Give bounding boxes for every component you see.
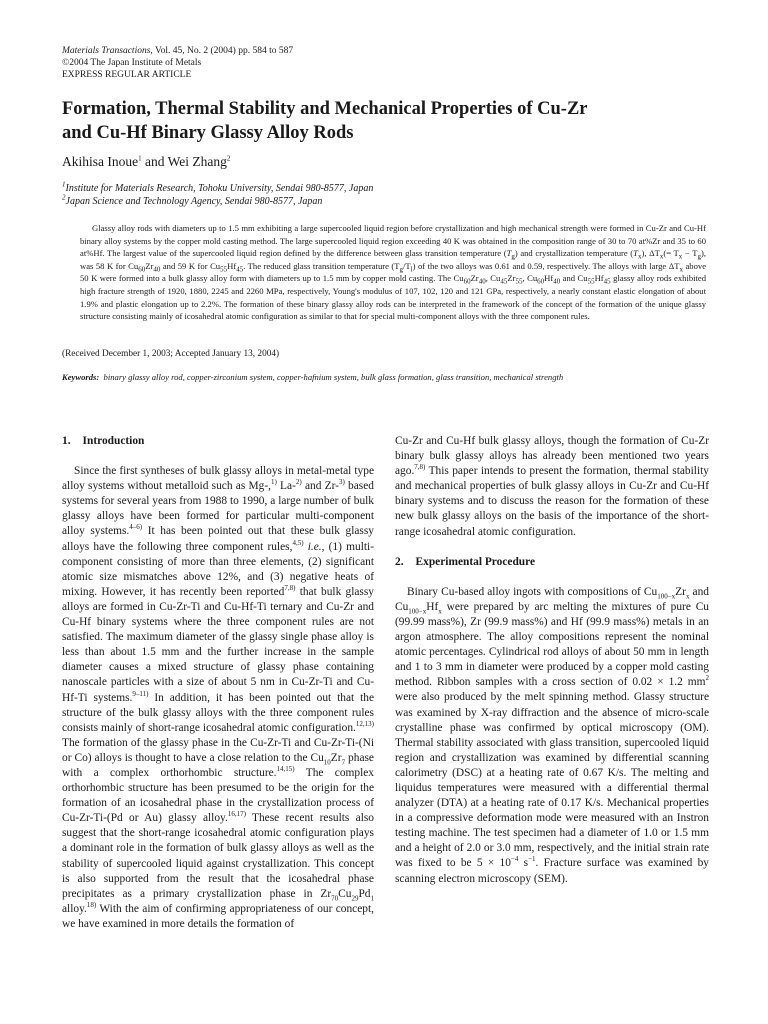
- copyright-line: ©2004 The Japan Institute of Metals: [62, 58, 202, 68]
- article-type: EXPRESS REGULAR ARTICLE: [62, 70, 192, 80]
- experimental-paragraph: Binary Cu-based alloy ingots with compositions of $Cu_{100-x}Zr_x$ and $Cu_{100-x}Hf_x$ were prepared by arc melting the mixtures of pure Cu (99.99 mass%), Zr (99.9 mass%) and Hf (99.9 mass%) metals in an argon atmosphere. The alloy compositions represent the nominal atomic percentages. Cylindrical rod alloys of about 50 mm in length and 1 to 3 mm in diameter were produced by a copper mold casting method. Ribbon samples with a cross section of 0.02 × 1.2 $mm^2$ were also produced by the melt spinning method. Glassy structure was examined by X-ray diffraction and the absence of micro-scale crystalline phase was confirmed by optical microscopy (OM). Thermal stability associated with glass transition, supercooled liquid region and crystallization was examined by differential scanning calorimetry (DSC) at a heating rate of 0.67 K/s. The melting and liquidus temperatures were measured with a differential thermal analyzer (DTA) at a heating rate of 0.17 K/s. Mechanical properties in a compressive deformation mode were measured with an Instron testing machine. The test specimen had a diameter of 1.0 or 1.5 mm and a height of 2.0 or 3.0 mm, respectively, and the initial strain rate was fixed to be $5 \times 10^{-4}$ $s^{-1}$. Fracture surface was examined by scanning electron microscopy (SEM).: [395, 585, 710, 885]
- paper-title: Formation, Thermal Stability and Mechanical Properties of Cu-Zr and Cu-Hf Binary Glassy Alloy Rods: [62, 99, 588, 143]
- left-column: [62, 434, 374, 932]
- journal-name: Materials Transactions: [62, 46, 151, 56]
- affiliation-1: $^1$Institute for Materials Research, Tohoku University, Sendai 980-8577, Japan: [62, 180, 374, 194]
- affiliation-2: $^2$Japan Science and Technology Agency, Sendai 980-8577, Japan: [62, 193, 323, 207]
- affiliations: [62, 182, 373, 208]
- journal-header: [62, 45, 293, 81]
- intro-paragraph-1-continued: Cu-Zr and Cu-Hf bulk glassy alloys, though the formation of Cu-Zr binary bulk glassy alloys has already been mentioned two years ago.$^{7,8)}$ This paper intends to present the formation, thermal stability and mechanical properties of bulk glassy alloys in Cu-Zr and Cu-Hf binary systems and to discuss the reason for the formation of these new bulk glassy alloys on the basis of the importance of the short-range icosahedral atomic configuration.: [395, 435, 709, 538]
- author-inoue: Akihisa Inoue: [62, 154, 139, 169]
- keywords: [62, 371, 722, 384]
- author-list: Akihisa Inoue$^1$ and Wei Zhang$^2$: [62, 154, 231, 169]
- journal-citation: Materials Transactions, Vol. 45, No. 2 (2004) pp. 584 to 587: [62, 46, 294, 56]
- abstract: Glassy alloy rods with diameters up to 1.5 mm exhibiting a large supercooled liquid region before crystallization and high mechanical strength were formed in Cu-Zr and Cu-Hf binary alloy systems by the copper mold casting method. The large supercooled liquid region exceeding 40 K was obtained in the composition range of 30 to 70 at%Zr and 35 to 60 at%Hf. The largest value of the supercooled liquid region defined by the difference between glass transition temperature $(T_g)$ and crystallization temperature $(T_x)$, $\Delta T_x(= T_x - T_g)$, was 58 K for $Cu_{60}Zr_{40}$ and 59 K for $Cu_{55}Hf_{45}$. The reduced glass transition temperature $(T_g/T_l)$ of the two alloys was 0.61 and 0.59, respectively. The alloys with large $\Delta T_x$ above 50 K were formed into a bulk glassy alloy form with diameters up to 1.5 mm by copper mold casting. The $Cu_{60}Zr_{40}$, $Cu_{45}Zr_{55}$, $Cu_{60}Hf_{40}$ and $Cu_{55}Hf_{45}$ glassy alloy rods exhibited high fracture strength of 1920, 1880, 2245 and 2260 MPa, respectively, Young's modulus of 107, 102, 120 and 121 GPa, respectively, a nearly constant elastic elongation of about 1.9% and plastic elongation up to 2.2%. The formation of these binary glassy alloy rods can be interpreted in the framework of the concept of the formation of the unique glassy structure consisting mainly of icosahedral atomic configuration as similar to that for special multi-component alloys with the three component rules.: [80, 223, 707, 322]
- section-heading-introduction: 1. Introduction: [62, 435, 145, 447]
- right-column: [395, 434, 709, 887]
- section-heading-experimental: 2. Experimental Procedure: [395, 555, 536, 568]
- received-dates: (Received December 1, 2003; Accepted January 13, 2004): [62, 349, 280, 359]
- keywords-text: binary glassy alloy rod, copper-zirconium system, copper-hafnium system, bulk glass formation, glass transition, mechanical strength: [103, 372, 564, 382]
- intro-paragraph-1: Since the first syntheses of bulk glassy alloys in metal-metal type alloy systems without metalloid such as Mg-,$^{1)}$ La-$^{2)}$ and Zr-$^{3)}$ based systems for several years from 1988 to 1990, a large number of bulk glassy alloys have been formed for particular multi-component alloy systems.$^{4-6)}$ It has been pointed out that these bulk glassy alloys have the following three component rules,$^{4,5)}$ i.e., (1) multi-component consisting of more than three elements, (2) significant atomic size mismatches above 12%, and (3) negative heats of mixing. However, it has recently been reported$^{7,8)}$ that bulk glassy alloys are formed in Cu-Zr-Ti and Cu-Hf-Ti ternary and Cu-Zr and Cu-Hf binary systems where the three component rules are not satisfied. The maximum diameter of the glassy single phase alloy is less than about 1.5 mm and the further increase in the sample diameter causes a mixed structure of glassy phase containing nanoscale particles with a size of about 5 nm in Cu-Zr-Ti and Cu-Hf-Ti systems.$^{9-11)}$ In addition, it has been pointed out that the structure of the bulk glassy alloys with the three component rules consists mainly of short-range icosahedral atomic configuration.$^{12,13)}$ The formation of the glassy phase in the Cu-Zr-Ti and Cu-Zr-Ti-(Ni or Co) alloys is thought to have a close relation to the $Cu_{10}Zr_7$ phase with a complex orthorhombic structure.$^{14,15)}$ The complex orthorhombic structure has been presumed to be the origin for the formation of an icosahedral phase in the crystallization process of Cu-Zr-Ti-(Pd or Au) glassy alloy.$^{16,17)}$ These recent results also suggest that the short-range icosahedral atomic configuration plays a dominant role in the formation of bulk glassy alloys as well as the stability of supercooled liquid against crystallization. This concept is also supported from the result that the icosahedral phase precipitates as a primary crystallization phase in $Zr_{70}Cu_{29}Pd_1$ alloy.$^{18)}$ With the aim of confirming appropriateness of our concept, we have examined in more details the formation of: [62, 465, 375, 930]
- author-zhang: Wei Zhang: [167, 154, 227, 169]
- keywords-label: Keywords:: [62, 372, 100, 382]
